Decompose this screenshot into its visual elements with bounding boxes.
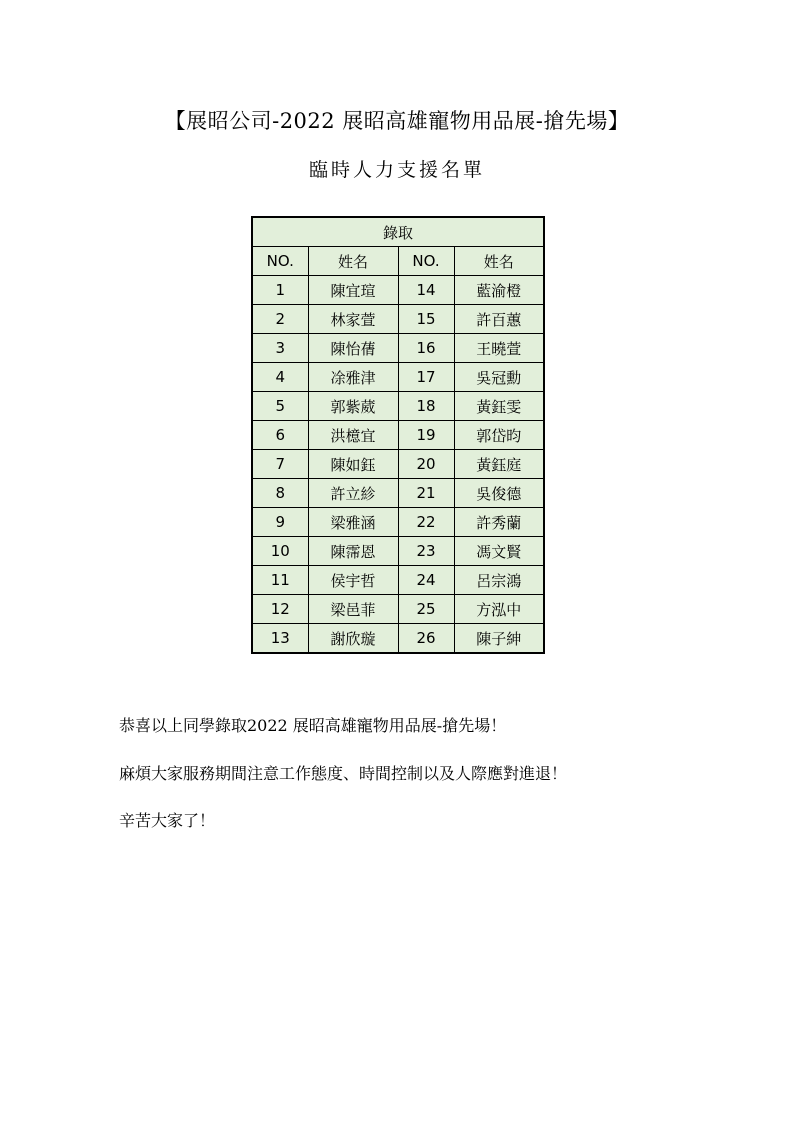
person-name: 林家萱	[308, 305, 398, 334]
person-name: 呂宗鴻	[454, 566, 544, 595]
person-name: 許秀蘭	[454, 508, 544, 537]
row-number: 5	[252, 392, 308, 421]
row-number: 12	[252, 595, 308, 624]
row-number: 24	[398, 566, 454, 595]
table-row	[252, 595, 544, 624]
table-row	[252, 566, 544, 595]
roster-body	[252, 276, 544, 654]
person-name: 凃雅津	[308, 363, 398, 392]
table-row	[252, 421, 544, 450]
table-row	[252, 508, 544, 537]
person-name: 馮文賢	[454, 537, 544, 566]
document-title: 【展昭公司-2022 展昭高雄寵物用品展-搶先場】	[164, 109, 630, 133]
person-name: 梁邑菲	[308, 595, 398, 624]
row-number: 20	[398, 450, 454, 479]
thanks-text: 辛苦大家了！	[119, 811, 216, 830]
person-name: 黃鈺庭	[454, 450, 544, 479]
row-number: 8	[252, 479, 308, 508]
person-name: 方泓中	[454, 595, 544, 624]
row-number: 7	[252, 450, 308, 479]
person-name: 吳冠勳	[454, 363, 544, 392]
row-number: 18	[398, 392, 454, 421]
row-number: 11	[252, 566, 308, 595]
row-number: 17	[398, 363, 454, 392]
row-number: 22	[398, 508, 454, 537]
row-number: 23	[398, 537, 454, 566]
person-name: 陳怡蒨	[308, 334, 398, 363]
document-subtitle: 臨時人力支援名單	[308, 159, 485, 181]
congratulation-text: 恭喜以上同學錄取2022 展昭高雄寵物用品展-搶先場！	[119, 716, 507, 735]
person-name: 郭岱昀	[454, 421, 544, 450]
person-name: 陳如鈺	[308, 450, 398, 479]
person-name: 王曉萱	[454, 334, 544, 363]
table-row	[252, 624, 544, 654]
table-row	[252, 392, 544, 421]
person-name: 陳子紳	[454, 624, 544, 654]
row-number: 6	[252, 421, 308, 450]
table-row	[252, 537, 544, 566]
person-name: 梁雅涵	[308, 508, 398, 537]
person-name: 陳霈恩	[308, 537, 398, 566]
column-header-no: NO.	[252, 247, 308, 276]
table-row	[252, 363, 544, 392]
person-name: 許百蕙	[454, 305, 544, 334]
table-row	[252, 479, 544, 508]
row-number: 14	[398, 276, 454, 305]
roster-table	[251, 216, 545, 654]
reminder-text: 麻煩大家服務期間注意工作態度、時間控制以及人際應對進退！	[119, 764, 568, 783]
row-number: 15	[398, 305, 454, 334]
person-name: 藍渝橙	[454, 276, 544, 305]
table-row	[252, 334, 544, 363]
person-name: 謝欣璇	[308, 624, 398, 654]
person-name: 侯宇哲	[308, 566, 398, 595]
row-number: 9	[252, 508, 308, 537]
row-number: 10	[252, 537, 308, 566]
row-number: 3	[252, 334, 308, 363]
person-name: 洪檍宜	[308, 421, 398, 450]
person-name: 郭紫葳	[308, 392, 398, 421]
person-name: 陳宜瑄	[308, 276, 398, 305]
row-number: 21	[398, 479, 454, 508]
person-name: 吳俊德	[454, 479, 544, 508]
row-number: 26	[398, 624, 454, 654]
table-row	[252, 450, 544, 479]
table-caption: 錄取	[252, 217, 544, 247]
table-row	[252, 305, 544, 334]
row-number: 2	[252, 305, 308, 334]
table-row	[252, 276, 544, 305]
row-number: 19	[398, 421, 454, 450]
row-number: 16	[398, 334, 454, 363]
row-number: 25	[398, 595, 454, 624]
column-header-name: 姓名	[454, 247, 544, 276]
row-number: 13	[252, 624, 308, 654]
row-number: 1	[252, 276, 308, 305]
person-name: 許立紾	[308, 479, 398, 508]
person-name: 黃鈺雯	[454, 392, 544, 421]
column-header-name: 姓名	[308, 247, 398, 276]
column-header-no: NO.	[398, 247, 454, 276]
row-number: 4	[252, 363, 308, 392]
